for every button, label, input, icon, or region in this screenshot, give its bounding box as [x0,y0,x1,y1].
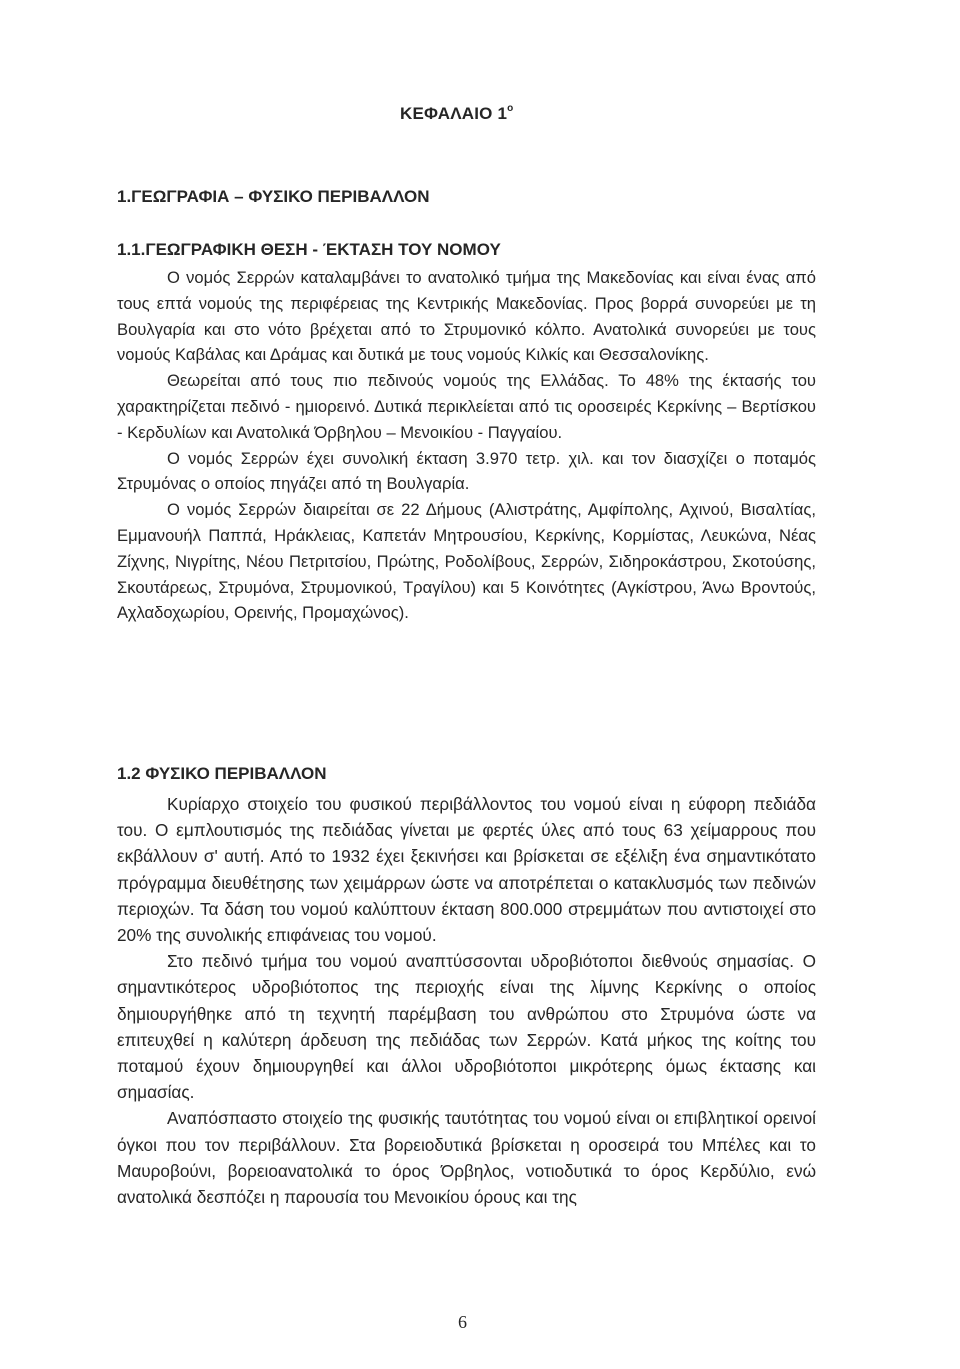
section-1-1-heading: 1.1.ΓΕΩΓΡΑΦΙΚΗ ΘΕΣΗ - ΈΚΤΑΣΗ ΤΟΥ ΝΟΜΟΥ [117,240,501,259]
page-number: 6 [458,1312,467,1332]
section-1-heading: 1.ΓΕΩΓΡΑΦΙΑ – ΦΥΣΙΚΟ ΠΕΡΙΒΑΛΛΟΝ [117,187,430,206]
chapter-title: ΚΕΦΑΛΑΙΟ $1^o$ [400,103,514,123]
section-1-2-body [117,791,816,1210]
section-1-1-body [117,265,816,626]
paragraph: Θεωρείται από τους πιο πεδινούς νομούς της Ελλάδας. Το 48% της έκτασής του χαρακτηρίζεται πεδινό - ημιορεινό. Δυτικά περικλείεται από τις οροσειρές Κερκίνης – Βερτίσκου - Κερδυλίων και Ανατολικά Όρβηλου – Μενοικίου - Παγγαίου. [117,371,816,442]
paragraph: Ο νομός Σερρών καταλαμβάνει το ανατολικό τμήμα της Μακεδονίας και είναι ένας από τους επτά νομούς της περιφέρειας της Κεντρικής Μακεδονίας. Προς βορρά συνορεύει με τη Βουλγαρία και στο νότο βρέχεται από το Στρυμονικό κόλπο. Ανατολικά συνορεύει με τους νομούς Καβάλας και Δράμας και δυτικά με τους νομούς Κιλκίς και Θεσσαλονίκης. [117,268,816,365]
chapter-title-superscript: ο [507,103,514,115]
section-1-2-heading: 1.2 ΦΥΣΙΚΟ ΠΕΡΙΒΑΛΛΟΝ [117,764,327,783]
paragraph: Αναπόσπαστο στοιχείο της φυσικής ταυτότητας του νομού είναι οι επιβλητικοί ορεινοί όγκοι που τον περιβάλλουν. Στα βορειοδυτικά βρίσκεται η οροσειρά του Μπέλες και το Μαυροβούνι, βορειοανατολικά το όρος Όρβηλος, νοτιοδυτικά το όρος Κερδύλιο, ενώ ανατολικά δεσπόζει η παρουσία του Μενοικίου όρους και της [117,1108,816,1208]
paragraph: Στο πεδινό τμήμα του νομού αναπτύσσονται υδροβιότοποι διεθνούς σημασίας. Ο σημαντικότερος υδροβιότοπος της περιοχής είναι της λίμνης Κερκίνης ο οποίος δημιουργήθηκε από τη τεχνητή παρέμβαση του ανθρώπου στο Στρυμόνα ώστε να επιτευχθεί η καλύτερη άρδευση της πεδιάδας των Σερρών. Κατά μήκος της κοίτης του ποταμού έχουν δημιουργηθεί και άλλοι υδροβιότοποι μικρότερης όμως έκτασης και σημασίας. [117,951,816,1103]
paragraph: Κυρίαρχο στοιχείο του φυσικού περιβάλλοντος του νομού είναι η εύφορη πεδιάδα του. Ο εμπλουτισμός της πεδιάδας γίνεται με φερτές ύλες από τους 63 χείμαρρους που εκβάλλουν σ' αυτή. Από το 1932 έχει ξεκινήσει και βρίσκεται σε εξέλιξη ένα σημαντικότατο πρόγραμμα διευθέτησης των χειμάρρων ώστε να αποτρέπεται ο κατακλυσμός των πεδινών περιοχών. Τα δάση του νομού καλύπτουν έκταση 800.000 στρεμμάτων που αντιστοιχεί στο 20% της συνολικής επιφάνειας του νομού. [117,794,816,946]
paragraph: Ο νομός Σερρών έχει συνολική έκταση 3.970 τετρ. χιλ. και τον διασχίζει ο ποταμός Στρυμόνας ο οποίος πηγάζει από τη Βουλγαρία. [117,448,816,494]
paragraph: Ο νομός Σερρών διαιρείται σε 22 Δήμους (Αλιστράτης, Αμφίπολης, Αχινού, Βισαλτίας, Εμμανουήλ Παππά, Ηράκλειας, Καπετάν Μητρουσίου, Κερκίνης, Κορμίστας, Λευκώνα, Νέας Ζίχνης, Νιγρίτης, Νέου Πετριτσίου, Πρώτης, Ροδολίβους, Σερρών, Σιδηροκάστρου, Σκοτούσης, Σκουτάρεως, Στρυμόνα, Στρυμονικού, Τραγίλου) και 5 Κοινότητες (Αγκίστρου, Άνω Βροντούς, Αχλαδοχωρίου, Ορεινής, Προμαχώνος). [117,500,816,623]
